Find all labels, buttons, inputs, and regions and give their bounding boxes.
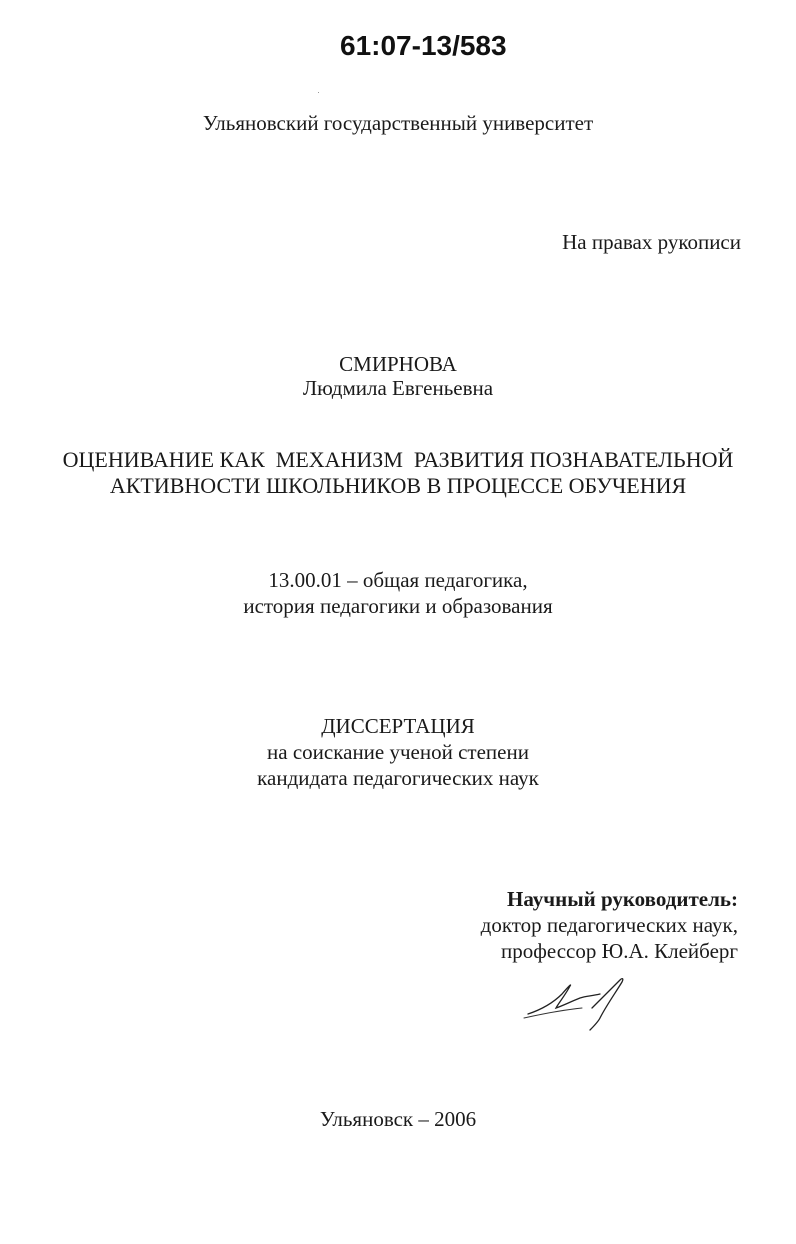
supervisor-degree: доктор педагогических наук, [480, 913, 738, 937]
supervisor-block [481, 886, 738, 964]
handwritten-signature [522, 974, 642, 1034]
supervisor-name: профессор Ю.А. Клейберг [501, 939, 738, 963]
author-surname: СМИРНОВА [339, 352, 457, 376]
rights-note: На правах рукописи [562, 230, 741, 254]
supervisor-heading: Научный руководитель: [507, 887, 738, 911]
dissertation-line-3: кандидата педагогических наук [257, 766, 539, 790]
thesis-title-line-1: ОЦЕНИВАНИЕ КАК МЕХАНИЗМ РАЗВИТИЯ ПОЗНАВАТЕЛЬНОЙ [62, 447, 734, 472]
specialty-line-1: 13.00.01 – общая педагогика, [268, 568, 528, 592]
city-year: Ульяновск – 2006 [319, 1107, 477, 1131]
dissertation-label: ДИССЕРТАЦИЯ [321, 714, 475, 738]
dissertation-line-2: на соискание ученой степени [267, 740, 529, 764]
university-name: Ульяновский государственный университет [202, 111, 594, 135]
archive-code: 61:07-13/583 [340, 30, 507, 61]
thesis-title-line-2: АКТИВНОСТИ ШКОЛЬНИКОВ В ПРОЦЕССЕ ОБУЧЕНИЯ [109, 473, 687, 498]
scan-speck [318, 92, 319, 93]
author-given-names: Людмила Евгеньевна [302, 376, 494, 400]
specialty-line-2: история педагогики и образования [243, 594, 553, 618]
